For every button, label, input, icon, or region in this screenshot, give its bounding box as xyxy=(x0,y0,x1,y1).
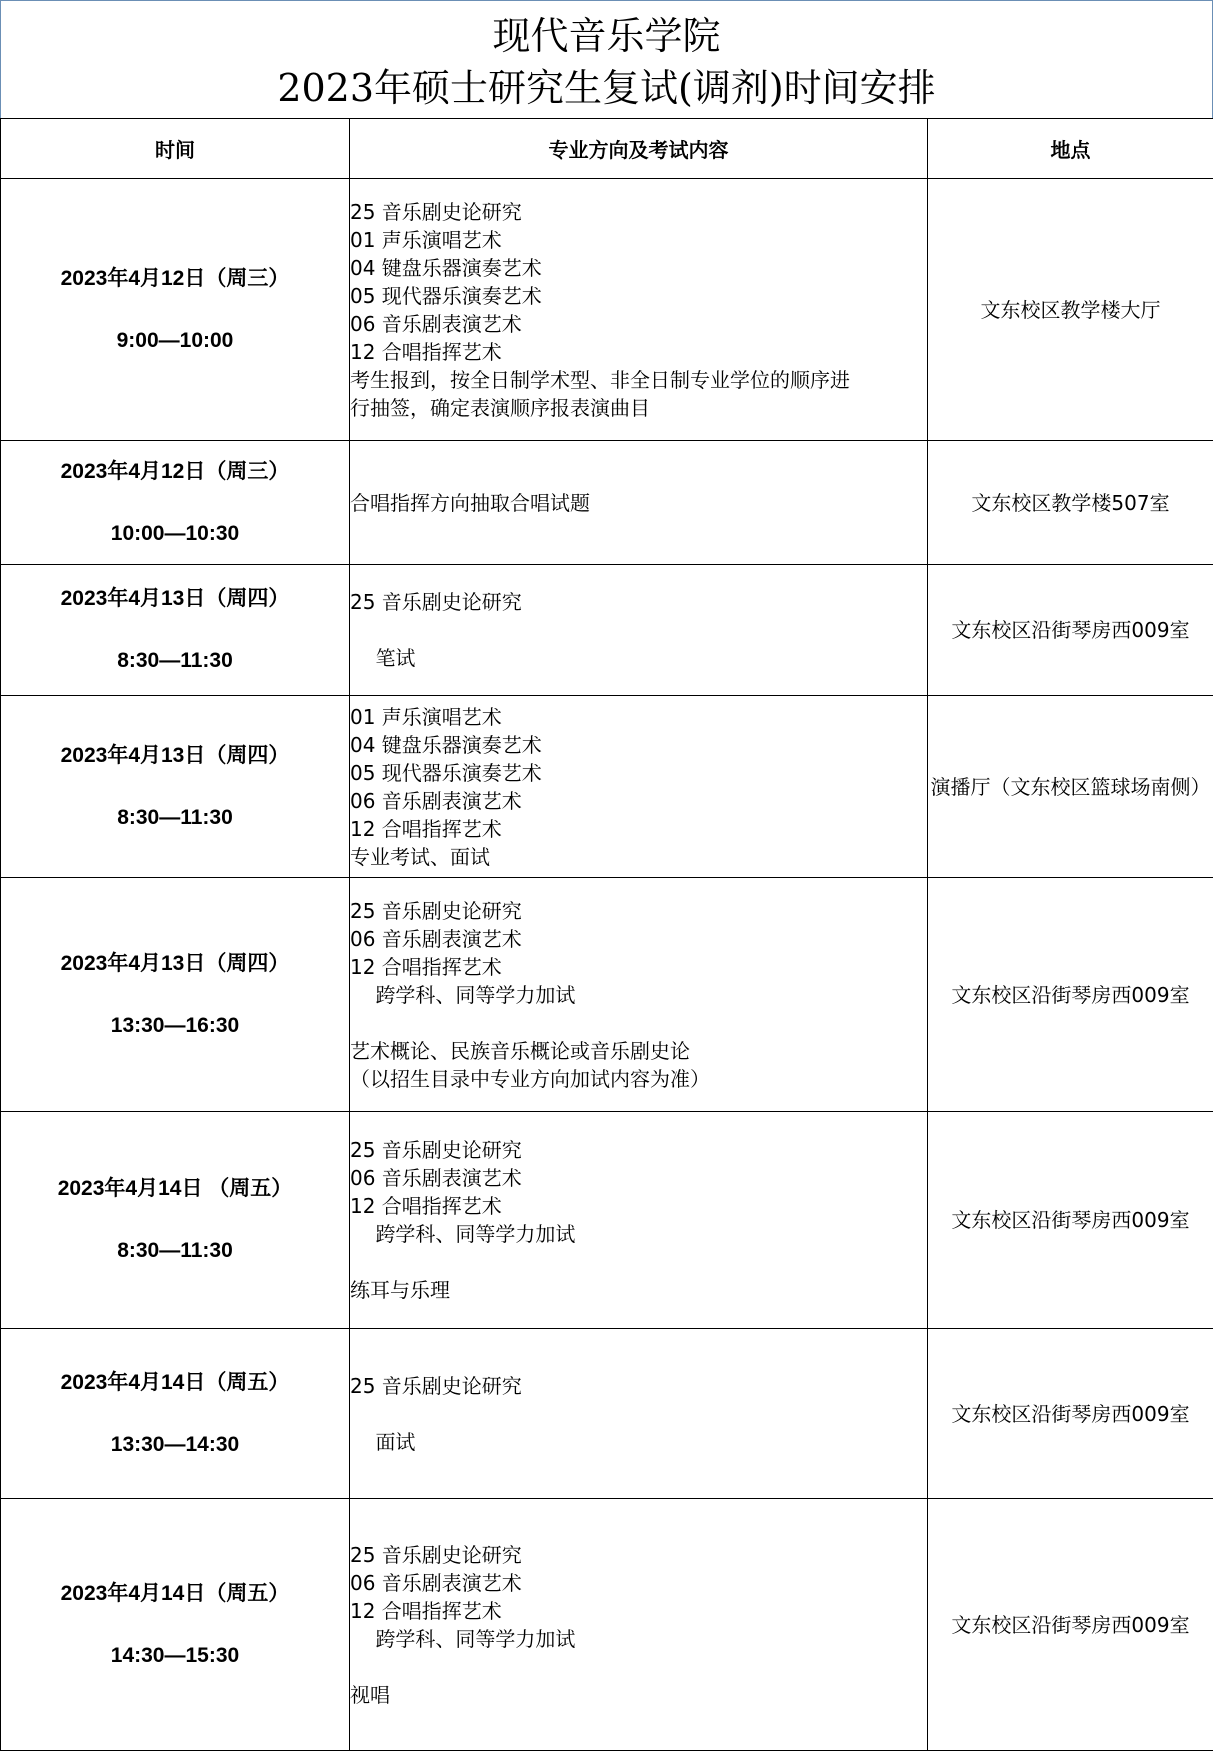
content-line: 25 音乐剧史论研究 xyxy=(350,1138,522,1162)
content-cell xyxy=(350,878,928,1112)
exam-date: 2023年4月12日（周三） xyxy=(60,266,290,290)
content-line: 25 音乐剧史论研究 xyxy=(350,199,522,224)
table-row xyxy=(1,565,1213,696)
content-line: 专业考试、面试 xyxy=(350,844,490,869)
content-spacer xyxy=(350,1248,927,1276)
exam-date: 2023年4月14日（周五） xyxy=(60,1581,290,1605)
schedule-title: 2023年硕士研究生复试(调剂)时间安排 xyxy=(277,66,936,110)
schedule-body xyxy=(1,179,1213,1751)
content-line: （以招生目录中专业方向加试内容为准） xyxy=(350,1066,710,1091)
content-cell xyxy=(350,179,928,441)
exam-time-range: 10:00—10:30 xyxy=(110,521,240,545)
time-cell xyxy=(1,1112,350,1329)
content-line: 12 合唱指挥艺术 xyxy=(350,954,502,979)
content-line: 12 合唱指挥艺术 xyxy=(350,1598,502,1623)
content-line: 笔试 xyxy=(350,646,416,670)
header-time: 时间 xyxy=(1,119,350,179)
location-cell: 文东校区教学楼大厅 xyxy=(928,179,1213,441)
content-line: 跨学科、同等学力加试 xyxy=(350,982,576,1007)
time-cell xyxy=(1,1499,350,1751)
location-cell: 文东校区沿街琴房西009室 xyxy=(928,1329,1213,1499)
time-cell xyxy=(1,878,350,1112)
location-cell: 文东校区沿街琴房西009室 xyxy=(928,1112,1213,1329)
content-line: 25 音乐剧史论研究 xyxy=(350,1373,522,1398)
school-title: 现代音乐学院 xyxy=(492,14,721,58)
location-cell: 文东校区沿街琴房西009室 xyxy=(928,565,1213,696)
table-row xyxy=(1,1329,1213,1499)
content-line: 面试 xyxy=(350,1429,416,1454)
content-line: 04 键盘乐器演奏艺术 xyxy=(350,732,542,757)
content-line: 06 音乐剧表演艺术 xyxy=(350,311,522,336)
content-cell xyxy=(350,1329,928,1499)
exam-date: 2023年4月13日（周四） xyxy=(60,743,290,767)
location-cell: 演播厅（文东校区篮球场南侧） xyxy=(928,696,1213,878)
time-cell xyxy=(1,1329,350,1499)
content-spacer xyxy=(350,1009,927,1037)
exam-date: 2023年4月14日（周五） xyxy=(60,1370,290,1394)
table-row xyxy=(1,696,1213,878)
table-row xyxy=(1,1499,1213,1751)
content-line: 05 现代器乐演奏艺术 xyxy=(350,760,542,785)
content-line: 06 音乐剧表演艺术 xyxy=(350,926,522,951)
content-cell xyxy=(350,565,928,696)
content-line: 视唱 xyxy=(350,1682,390,1707)
content-spacer xyxy=(350,1400,927,1428)
content-cell xyxy=(350,1499,928,1751)
time-cell xyxy=(1,565,350,696)
title-block xyxy=(0,0,1213,118)
content-line: 合唱指挥方向抽取合唱试题 xyxy=(350,490,590,515)
table-row xyxy=(1,878,1213,1112)
content-line: 12 合唱指挥艺术 xyxy=(350,339,502,364)
exam-time-range: 13:30—14:30 xyxy=(110,1432,240,1456)
content-line: 12 合唱指挥艺术 xyxy=(350,1194,502,1218)
content-line: 05 现代器乐演奏艺术 xyxy=(350,283,542,308)
content-line: 跨学科、同等学力加试 xyxy=(350,1626,576,1651)
content-line: 25 音乐剧史论研究 xyxy=(350,1542,522,1567)
content-cell xyxy=(350,696,928,878)
exam-time-range: 13:30—16:30 xyxy=(110,1013,240,1037)
exam-time-range: 8:30—11:30 xyxy=(117,649,233,672)
content-line: 25 音乐剧史论研究 xyxy=(350,898,522,923)
content-line: 艺术概论、民族音乐概论或音乐剧史论 xyxy=(350,1038,690,1063)
exam-time-range: 9:00—10:00 xyxy=(116,328,234,352)
content-line: 01 声乐演唱艺术 xyxy=(350,227,502,252)
schedule-table xyxy=(0,118,1213,1751)
location-cell: 文东校区教学楼507室 xyxy=(928,441,1213,565)
content-cell xyxy=(350,441,928,565)
table-row xyxy=(1,441,1213,565)
content-line: 06 音乐剧表演艺术 xyxy=(350,1570,522,1595)
table-row xyxy=(1,179,1213,441)
content-line: 练耳与乐理 xyxy=(350,1278,450,1302)
header-row xyxy=(1,119,1213,179)
time-cell xyxy=(1,696,350,878)
exam-date: 2023年4月14日 （周五） xyxy=(57,1177,293,1200)
content-line: 25 音乐剧史论研究 xyxy=(350,590,522,614)
exam-time-range: 8:30—11:30 xyxy=(117,1239,233,1262)
table-row xyxy=(1,1112,1213,1329)
content-line: 06 音乐剧表演艺术 xyxy=(350,788,522,813)
content-cell xyxy=(350,1112,928,1329)
exam-date: 2023年4月12日（周三） xyxy=(60,459,290,483)
header-content: 专业方向及考试内容 xyxy=(350,119,928,179)
exam-time-range: 8:30—11:30 xyxy=(117,805,233,829)
location-cell: 文东校区沿街琴房西009室 xyxy=(928,1499,1213,1751)
content-line: 06 音乐剧表演艺术 xyxy=(350,1166,522,1190)
time-cell xyxy=(1,441,350,565)
content-line: 04 键盘乐器演奏艺术 xyxy=(350,255,542,280)
time-cell xyxy=(1,179,350,441)
exam-date: 2023年4月13日（周四） xyxy=(60,587,290,610)
content-line: 跨学科、同等学力加试 xyxy=(350,1222,576,1246)
content-line: 行抽签，确定表演顺序报表演曲目 xyxy=(350,395,650,420)
header-location: 地点 xyxy=(928,119,1213,179)
location-cell: 文东校区沿街琴房西009室 xyxy=(928,878,1213,1112)
exam-time-range: 14:30—15:30 xyxy=(110,1643,240,1667)
exam-date: 2023年4月13日（周四） xyxy=(60,951,290,975)
content-line: 01 声乐演唱艺术 xyxy=(350,704,502,729)
content-spacer xyxy=(350,616,927,644)
content-spacer xyxy=(350,1653,927,1681)
content-line: 考生报到，按全日制学术型、非全日制专业学位的顺序进 xyxy=(350,367,850,392)
content-line: 12 合唱指挥艺术 xyxy=(350,816,502,841)
